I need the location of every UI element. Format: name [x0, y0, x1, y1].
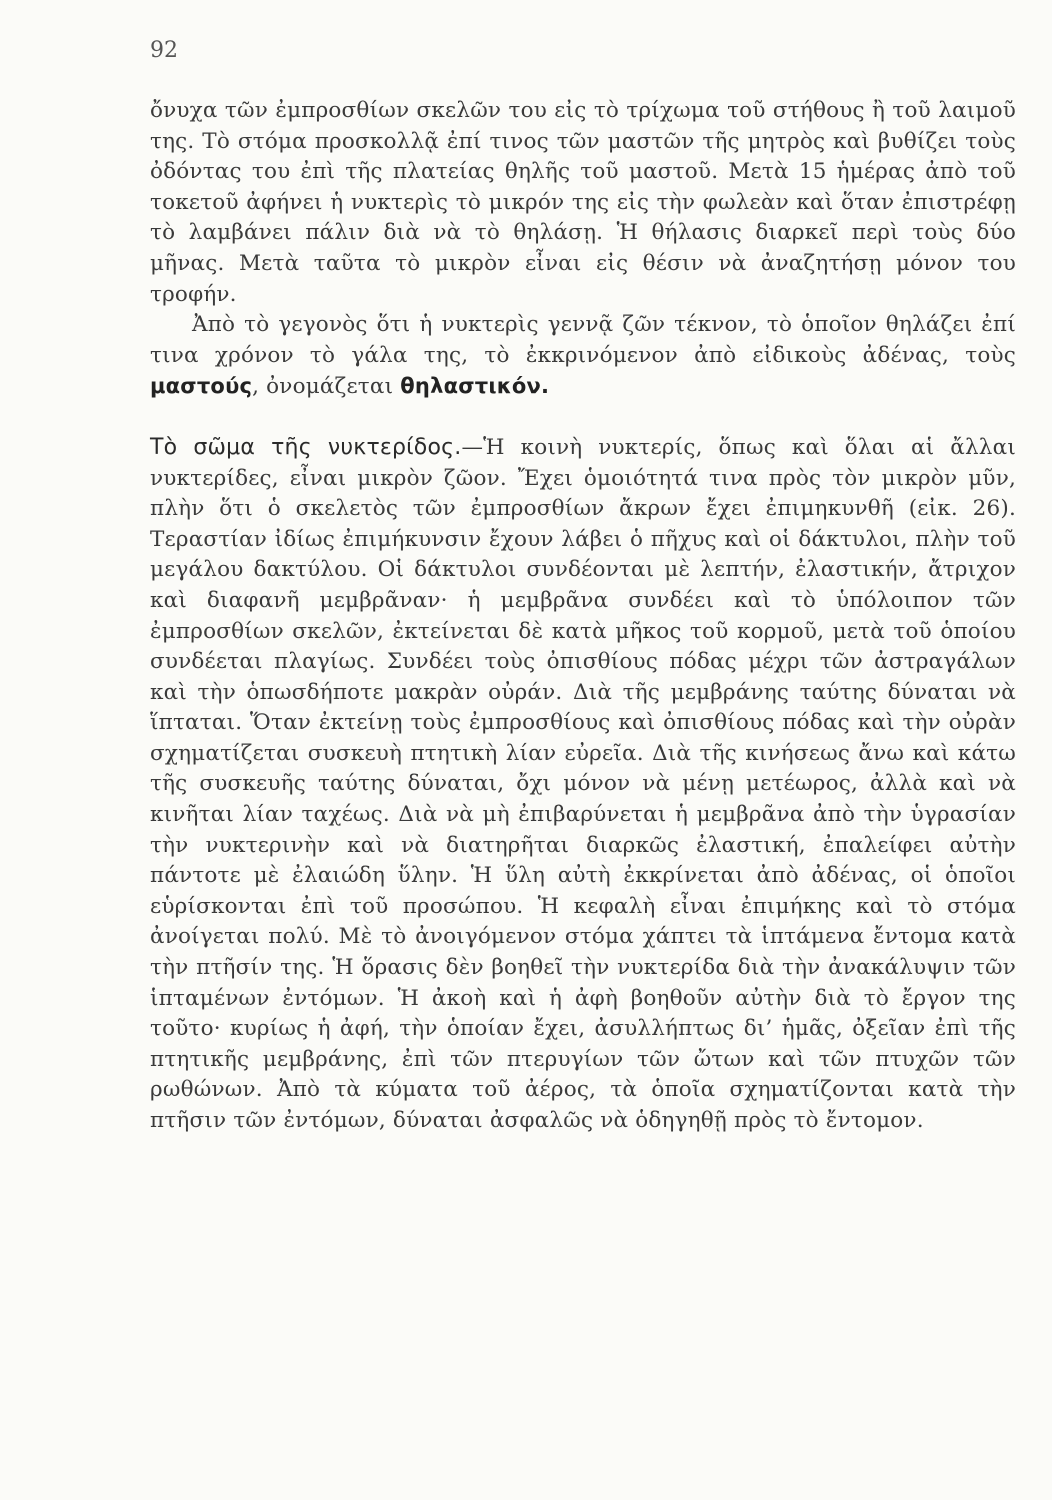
term-thilastikon: θηλαστικόν. — [400, 374, 550, 399]
section-gap — [150, 403, 1016, 433]
bat-body-text: —Ἡ κοινὴ νυκτερίς, ὅπως καὶ ὅλαι αἱ ἄλλαι νυκτερίδες, εἶναι μικρὸν ζῶον. Ἔχει ὁμοιότητά τινα πρὸς τὸν μικρὸν μῦν, πλὴν ὅτι ὁ σκελετὸς τῶν ἐμπροσθίων ἄκρων ἔχει ἐπιμηκυνθῆ (εἰκ. 26). Τεραστίαν ἰδίως ἐπιμήκυνσιν ἔχουν λάβει ὁ πῆχυς καὶ οἱ δάκτυλοι, πλὴν τοῦ μεγάλου δακτύλου. Οἱ δάκτυλοι συνδέονται μὲ λεπτήν, ἐλαστικήν, ἄτριχον καὶ διαφανῆ μεμβρᾶναν· ἡ μεμβρᾶνα συνδέει καὶ τὸ ὑπόλοιπον τῶν ἐμπροσθίων σκελῶν, ἐκτείνεται δὲ κατὰ μῆκος τοῦ κορμοῦ, μετὰ τοῦ ὁποίου συνδέεται πλαγίως. Συνδέει τοὺς ὀπισθίους πόδας μέχρι τῶν ἀστραγάλων καὶ τὴν ὁπωσδήποτε μακρὰν οὐράν. Διὰ τῆς μεμβράνης ταύτης δύναται νὰ ἵπταται. Ὅταν ἐκτείνῃ τοὺς ἐμπροσθίους καὶ ὀπισθίους πόδας καὶ τὴν οὐρὰν σχηματίζεται συσκευὴ πτητικὴ λίαν εὐρεῖα. Διὰ τῆς κινήσεως ἄνω καὶ κάτω τῆς συσκευῆς ταύτης δύναται, ὄχι μόνον νὰ μένῃ μετέωρος, ἀλλὰ καὶ νὰ κινῆται λίαν ταχέως. Διὰ νὰ μὴ ἐπιβαρύνεται ἡ μεμβρᾶνα ἀπὸ τὴν ὑγρασίαν τὴν νυκτερινὴν καὶ νὰ διατηρῆται διαρκῶς ἐλαστική, ἐπαλείφει αὐτὴν πάντοτε μὲ ἐλαιώδη ὕλην. Ἡ ὕλη αὐτὴ ἐκκρίνεται ἀπὸ ἀδένας, οἱ ὁποῖοι εὑρίσκονται ἐπὶ τοῦ προσώπου. Ἡ κεφαλὴ εἶναι ἐπιμήκης καὶ τὸ στόμα ἀνοίγεται πολύ. Μὲ τὸ ἀνοιγόμενον στόμα χάπτει τὰ ἱπτάμενα ἔντομα κατὰ τὴν πτῆσίν της. Ἡ ὅρασις δὲν βοηθεῖ τὴν νυκτερίδα διὰ τὴν ἀνακάλυψιν τῶν ἱπταμένων ἐντόμων. Ἡ ἀκοὴ καὶ ἡ ἀφὴ βοηθοῦν αὐτὴν διὰ τὸ ἔργον της τοῦτο· κυρίως ἡ ἀφή, τὴν ὁποίαν ἔχει, ἀσυλλήπτως δι’ ἡμᾶς, ὀξεῖαν ἐπὶ τῆς πτητικῆς μεμβράνης, ἐπὶ τῶν πτερυγίων τῶν ὤτων καὶ τῶν πτυχῶν τῶν ρωθώνων. Ἀπὸ τὰ κύματα τοῦ ἀέρος, τὰ ὁποῖα σχηματίζονται κατὰ τὴν πτῆσιν τῶν ἐντόμων, δύναται ἀσφαλῶς νὰ ὁδηγηθῇ πρὸς τὸ ἔντομον. — [150, 434, 1016, 1133]
mammal-definition-text: Ἀπὸ τὸ γεγονὸς ὅτι ἡ νυκτερὶς γεννᾷ ζῶν τέκνον, τὸ ὁποῖον θηλάζει ἐπί τινα χρόνον τὸ γάλα της, τὸ ἐκκρινόμενον ἀπὸ εἰδικοὺς ἀδένας, τοὺς — [150, 312, 1016, 368]
mammal-definition-middle: , ὀνομάζεται — [252, 374, 394, 400]
paragraph-mammal-definition — [150, 310, 1016, 403]
paragraph-bat-body — [150, 433, 1016, 1137]
paragraph-nursing: ὄνυχα τῶν ἐμπροσθίων σκελῶν του εἰς τὸ τρίχωμα τοῦ στήθους ἢ τοῦ λαιμοῦ της. Τὸ στόμα προσκολλᾷ ἐπί τινος τῶν μαστῶν τῆς μητρὸς καὶ βυθίζει τοὺς ὀδόντας του ἐπὶ τῆς πλατείας θηλῆς τοῦ μαστοῦ. Μετὰ 15 ἡμέρας ἀπὸ τοῦ τοκετοῦ ἀφήνει ἡ νυκτερὶς τὸ μικρόν της εἰς τὴν φωλεὰν καὶ ὅταν ἐπιστρέφῃ τὸ λαμβάνει πάλιν διὰ νὰ τὸ θηλάσῃ. Ἡ θήλασις διαρκεῖ περὶ τοὺς δύο μῆνας. Μετὰ ταῦτα τὸ μικρὸν εἶναι εἰς θέσιν νὰ ἀναζητήσῃ μόνον του τροφήν. — [150, 98, 1016, 307]
term-mastous: μαστούς — [150, 374, 253, 399]
body-text — [150, 96, 1016, 1137]
section-heading: Τὸ σῶμα τῆς νυκτερίδος. — [150, 434, 462, 460]
page-number: 92 — [150, 38, 178, 63]
